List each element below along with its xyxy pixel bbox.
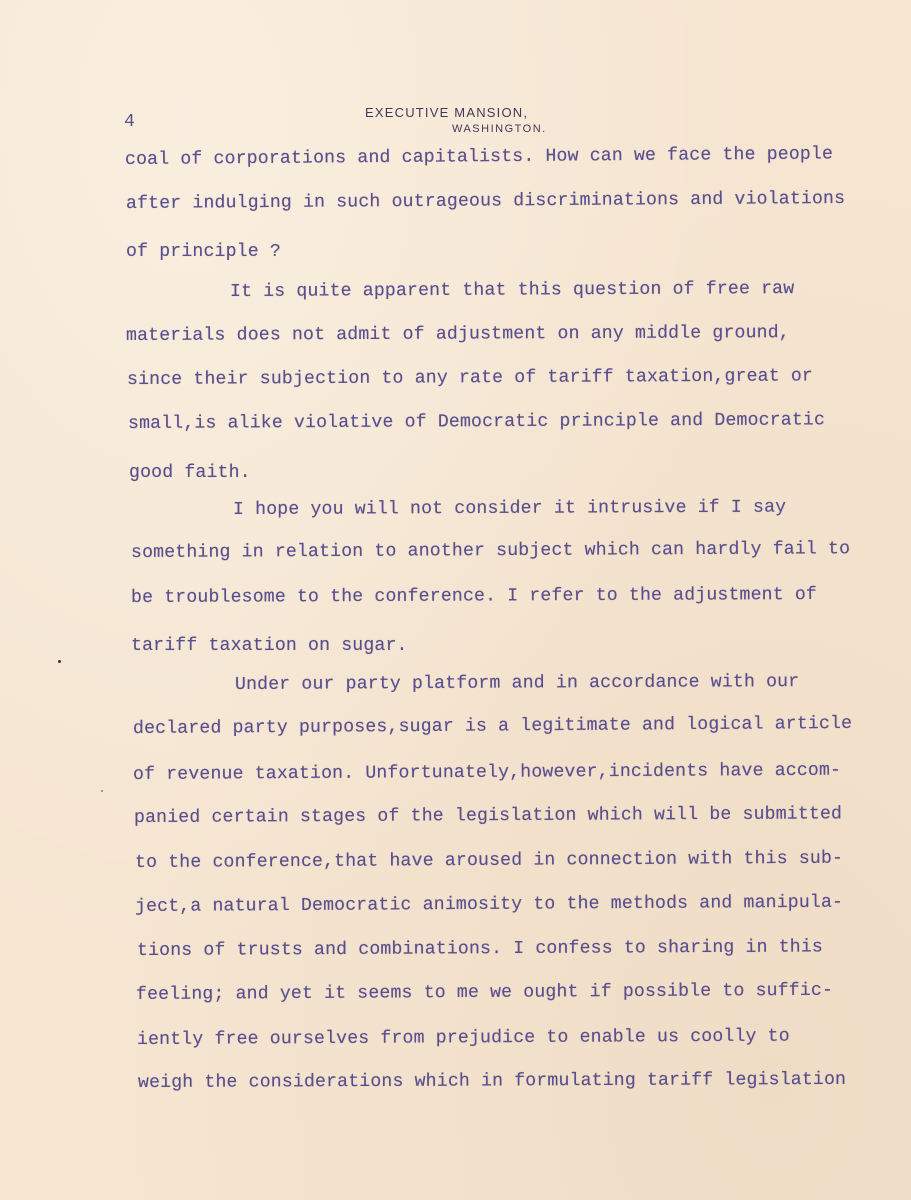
text-line: I hope you will not consider it intrusive if I say [232, 497, 787, 520]
text-line: tions of trusts and combinations. I confess to sharing in this [136, 937, 824, 961]
text-line: declared party purposes,sugar is a legitimate and logical article [132, 713, 853, 739]
text-line: coal of corporations and capitalists. How can we face the people [124, 144, 834, 170]
text-line: iently free ourselves from prejudice to enable us coolly to [136, 1026, 790, 1050]
letterhead-title: EXECUTIVE MANSION, [365, 105, 529, 120]
paper-speck [101, 790, 103, 792]
text-line: since their subjection to any rate of tariff taxation,great or [126, 366, 814, 390]
text-line: weigh the considerations which in formulating tariff legislation [137, 1069, 847, 1093]
text-line: be troublesome to the conference. I refer to the adjustment of [130, 585, 818, 608]
text-line: small,is alike violative of Democratic principle and Democratic [127, 410, 826, 434]
text-line: after indulging in such outrageous discriminations and violations [125, 188, 846, 214]
text-line: tariff taxation on sugar. [131, 636, 408, 656]
text-line: ject,a natural Democratic animosity to the methods and manipula- [134, 892, 844, 917]
page-number: 4 [124, 112, 135, 132]
text-line: feeling; and yet it seems to me we ought if possible to suffic- [135, 980, 834, 1005]
text-line: panied certain stages of the legislation which will be submitted [133, 804, 843, 828]
paper-speck [58, 660, 61, 663]
letterhead-location: WASHINGTON. [452, 123, 547, 135]
text-line: It is quite apparent that this question of free raw [229, 279, 795, 302]
text-line: good faith. [129, 463, 251, 483]
text-line: materials does not admit of adjustment on any middle ground, [125, 323, 790, 346]
text-line: to the conference,that have aroused in connection with this sub- [134, 848, 844, 873]
text-line: Under our party platform and in accordance with our [234, 672, 800, 695]
text-line: something in relation to another subject which can hardly fail to [130, 539, 851, 563]
text-line: of principle ? [126, 242, 281, 262]
text-line: of revenue taxation. Unfortunately,however,incidents have accom- [132, 760, 842, 785]
